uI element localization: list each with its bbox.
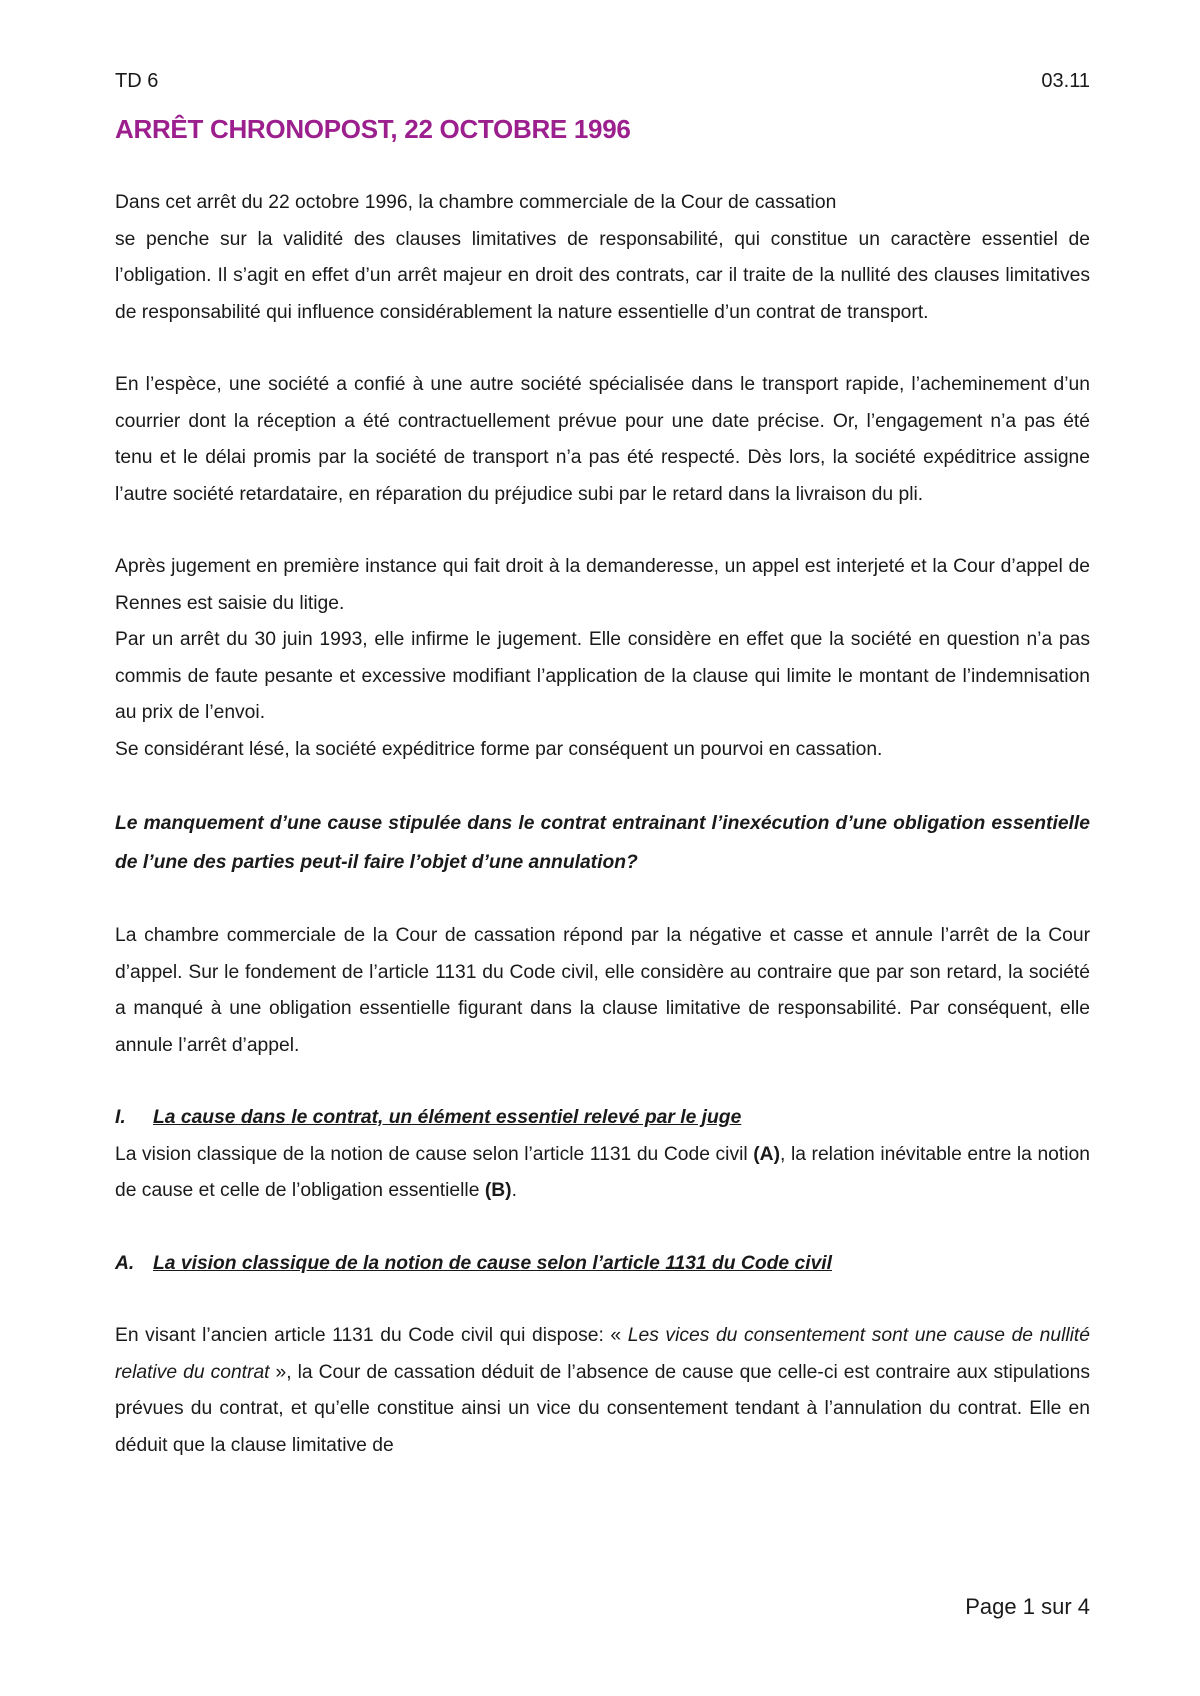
section-A-text-part2: », la Cour de cassation déduit de l’absence de cause que celle-ci est contraire aux stipulations prévues du contrat, et qu’elle constitue ainsi un vice du consentement tendant à l’annulation du contrat. Elle en déduit que la clause limitative de bbox=[115, 1361, 1091, 1456]
section-number-I: I. bbox=[115, 1107, 126, 1128]
document-body bbox=[115, 185, 1090, 1464]
section-I-ref-A: (A) bbox=[753, 1143, 781, 1165]
section-I-intro bbox=[115, 1137, 1090, 1210]
section-A-text bbox=[115, 1318, 1090, 1464]
section-title-A: La vision classique de la notion de cause selon l’article 1131 du Code civil bbox=[153, 1252, 833, 1274]
paragraph-procedure-first-instance: Après jugement en première instance qui fait droit à la demanderesse, un appel est interjeté et la Cour d’appel de Rennes est saisie du litige. bbox=[115, 556, 1090, 614]
paragraph-facts: En l’espèce, une société a confié à une autre société spécialisée dans le transport rapide, l’acheminement d’un courrier dont la réception a été contractuellement prévue pour une date précise. Or, l’engagement n’a pas été tenu et le délai promis par la société de transport n’a pas été respecté. Dès lors, la société expéditrice assigne l’autre société retardataire, en réparation du préjudice subi par le retard dans la livraison du pli. bbox=[115, 374, 1090, 505]
section-I-intro-part3: . bbox=[511, 1180, 517, 1201]
paragraph-procedure-appeal: Par un arrêt du 30 juin 1993, elle infirme le jugement. Elle considère en effet que la société en question n’a pas commis de faute pesante et excessive modifiant l’application de la clause qui limite le montant de l’indemnisation au prix de l’envoi. bbox=[115, 629, 1090, 723]
section-I-intro-part2: , la relation inévitable entre la notion de cause et celle de l’obligation essentielle bbox=[115, 1143, 1090, 1201]
section-A-text-part1: En visant l’ancien article 1131 du Code civil qui dispose: « bbox=[115, 1325, 628, 1346]
page-header bbox=[115, 70, 1090, 100]
page-number: Page 1 sur 4 bbox=[965, 1594, 1090, 1619]
section-heading-A bbox=[115, 1246, 1090, 1283]
section-I-ref-B: (B) bbox=[484, 1180, 512, 1201]
paragraph-solution: La chambre commerciale de la Cour de cassation répond par la négative et casse et annule l’arrêt de la Cour d’appel. Sur le fondement de l’article 1131 du Code civil, elle considère au contraire que par son retard, la société a manqué à une obligation essentielle figurant dans la clause limitative de responsabilité. Par conséquent, elle annule l’arrêt d’appel. bbox=[115, 925, 1090, 1056]
document-page bbox=[115, 70, 1090, 1464]
course-label: TD 6 bbox=[115, 70, 159, 92]
paragraph-intro: se penche sur la validité des clauses limitatives de responsabilité, qui constitue un caractère essentiel de l’obligation. Il s’agit en effet d’un arrêt majeur en droit des contrats, car il traite de la nullité des clauses limitatives de responsabilité qui influence considérablement la nature essentielle d’un contrat de transport. bbox=[115, 228, 1090, 323]
paragraph-procedure-cassation: Se considérant lésé, la société expéditrice forme par conséquent un pourvoi en cassation. bbox=[115, 738, 883, 760]
section-title-I: La cause dans le contrat, un élément essentiel relevé par le juge bbox=[153, 1107, 742, 1128]
section-I-intro-part1: La vision classique de la notion de cause selon l’article 1131 du Code civil bbox=[115, 1143, 754, 1165]
section-A-quote: Les vices du consentement sont une cause de nullité relative du contrat bbox=[115, 1325, 1090, 1383]
paragraph-intro-line: Dans cet arrêt du 22 octobre 1996, la chambre commerciale de la Cour de cassation bbox=[115, 192, 837, 213]
section-number-A: A. bbox=[115, 1252, 135, 1274]
section-heading-I bbox=[115, 1100, 1090, 1137]
document-title: ARRÊT CHRONOPOST, 22 OCTOBRE 1996 bbox=[115, 114, 631, 144]
date-label: 03.11 bbox=[1041, 70, 1090, 92]
legal-question: Le manquement d’une cause stipulée dans le contrat entrainant l’inexécution d’une obligation essentielle de l’une des parties peut-il faire l’objet d’une annulation? bbox=[115, 813, 1090, 873]
